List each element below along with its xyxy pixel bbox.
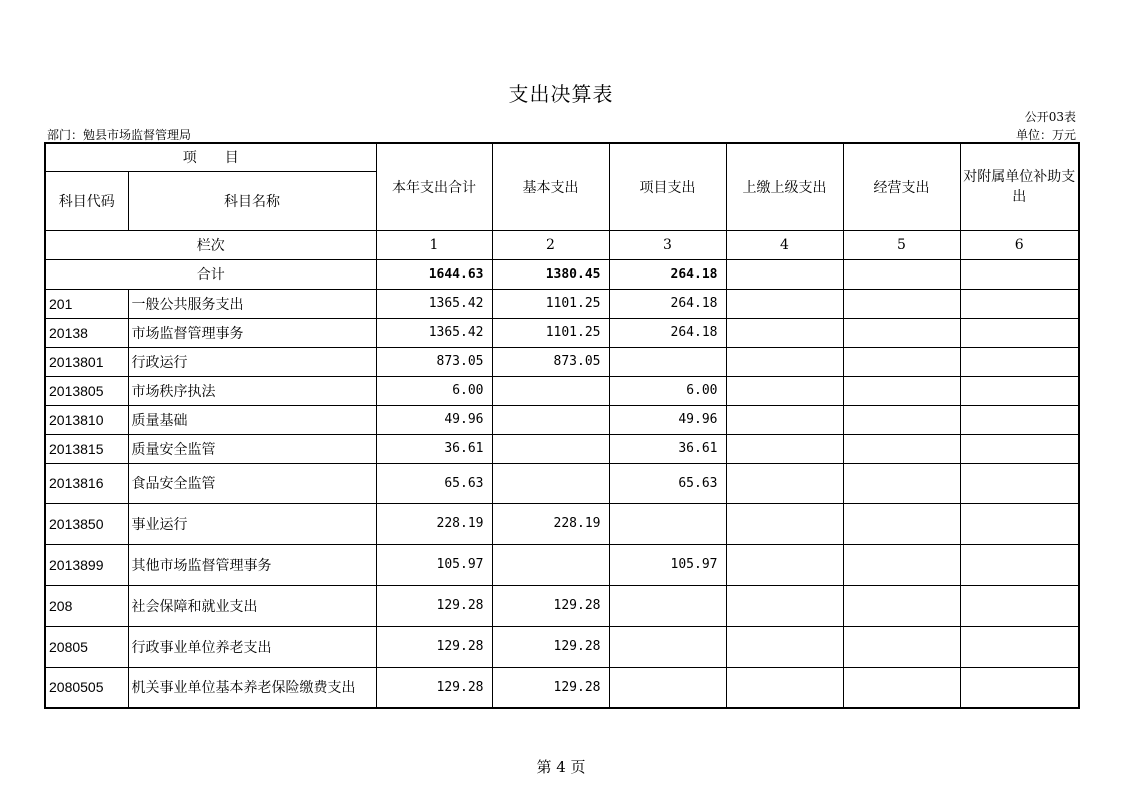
table-row	[45, 585, 1079, 626]
amount-cell	[960, 626, 1079, 667]
subject-name: 市场秩序执法	[128, 376, 376, 405]
amount-cell: 6.00	[609, 376, 726, 405]
table-row	[45, 503, 1079, 544]
amount-cell	[726, 405, 843, 434]
amount-cell	[843, 289, 960, 318]
subject-name: 一般公共服务支出	[128, 289, 376, 318]
amount-cell	[960, 463, 1079, 503]
amount-cell	[960, 318, 1079, 347]
amount-cell	[609, 626, 726, 667]
total-value	[843, 259, 960, 289]
total-value: 1380.45	[492, 259, 609, 289]
amount-cell: 228.19	[376, 503, 492, 544]
subject-code: 20805	[45, 626, 128, 667]
header-item: 项 目	[45, 143, 376, 171]
amount-cell	[960, 585, 1079, 626]
header-row-1	[45, 143, 1079, 171]
column-number: 4	[726, 230, 843, 259]
table-row	[45, 544, 1079, 585]
amount-cell	[843, 318, 960, 347]
subject-name: 市场监督管理事务	[128, 318, 376, 347]
amount-cell	[609, 347, 726, 376]
subject-name: 质量基础	[128, 405, 376, 434]
page-number: 第 4 页	[536, 758, 586, 776]
amount-cell	[960, 503, 1079, 544]
amount-cell: 228.19	[492, 503, 609, 544]
subject-code: 2013899	[45, 544, 128, 585]
page-title: 支出决算表	[508, 82, 614, 106]
table-row	[45, 289, 1079, 318]
header-subsidiary: 对附属单位补助支出	[960, 143, 1079, 230]
amount-cell: 129.28	[376, 626, 492, 667]
amount-cell	[843, 434, 960, 463]
amount-cell: 264.18	[609, 318, 726, 347]
subject-code: 208	[45, 585, 128, 626]
table-row	[45, 626, 1079, 667]
amount-cell	[726, 434, 843, 463]
amount-cell: 264.18	[609, 289, 726, 318]
amount-cell: 6.00	[376, 376, 492, 405]
amount-cell	[843, 585, 960, 626]
amount-cell	[843, 626, 960, 667]
column-number-row	[45, 230, 1079, 259]
amount-cell	[960, 289, 1079, 318]
amount-cell	[960, 544, 1079, 585]
column-number: 3	[609, 230, 726, 259]
amount-cell: 1365.42	[376, 289, 492, 318]
amount-cell: 129.28	[376, 585, 492, 626]
subject-code: 2013801	[45, 347, 128, 376]
table-row	[45, 376, 1079, 405]
total-label: 合计	[45, 259, 376, 289]
amount-cell: 36.61	[376, 434, 492, 463]
subject-name: 行政运行	[128, 347, 376, 376]
subject-name: 机关事业单位基本养老保险缴费支出	[128, 667, 376, 708]
amount-cell: 1365.42	[376, 318, 492, 347]
total-value	[726, 259, 843, 289]
amount-cell	[726, 626, 843, 667]
table-row	[45, 463, 1079, 503]
column-number: 5	[843, 230, 960, 259]
amount-cell	[960, 347, 1079, 376]
amount-cell	[492, 376, 609, 405]
amount-cell	[726, 463, 843, 503]
subject-name: 食品安全监管	[128, 463, 376, 503]
subject-name: 质量安全监管	[128, 434, 376, 463]
table-row	[45, 434, 1079, 463]
amount-cell	[960, 434, 1079, 463]
amount-cell: 105.97	[609, 544, 726, 585]
subject-code: 2013850	[45, 503, 128, 544]
header-code: 科目代码	[45, 171, 128, 230]
amount-cell	[609, 585, 726, 626]
subject-name: 行政事业单位养老支出	[128, 626, 376, 667]
amount-cell	[843, 544, 960, 585]
amount-cell: 129.28	[492, 626, 609, 667]
header-project: 项目支出	[609, 143, 726, 230]
department-label: 部门：勉县市场监督管理局	[47, 128, 192, 142]
amount-cell	[492, 544, 609, 585]
subject-name: 社会保障和就业支出	[128, 585, 376, 626]
amount-cell: 65.63	[376, 463, 492, 503]
subject-code: 2013810	[45, 405, 128, 434]
total-value: 264.18	[609, 259, 726, 289]
form-number: 公开03表	[1024, 110, 1076, 124]
amount-cell	[960, 376, 1079, 405]
header-name: 科目名称	[128, 171, 376, 230]
subject-name: 其他市场监督管理事务	[128, 544, 376, 585]
amount-cell	[726, 318, 843, 347]
amount-cell: 129.28	[492, 585, 609, 626]
subject-code: 201	[45, 289, 128, 318]
header-total: 本年支出合计	[376, 143, 492, 230]
amount-cell	[960, 405, 1079, 434]
table-row	[45, 405, 1079, 434]
amount-cell: 49.96	[609, 405, 726, 434]
expenditure-table	[44, 142, 1080, 709]
amount-cell: 65.63	[609, 463, 726, 503]
amount-cell	[843, 347, 960, 376]
amount-cell	[843, 463, 960, 503]
amount-cell	[492, 405, 609, 434]
amount-cell: 49.96	[376, 405, 492, 434]
header-upper: 上缴上级支出	[726, 143, 843, 230]
amount-cell	[843, 376, 960, 405]
subject-code: 2080505	[45, 667, 128, 708]
amount-cell	[726, 667, 843, 708]
amount-cell: 1101.25	[492, 318, 609, 347]
amount-cell: 873.05	[492, 347, 609, 376]
column-number: 1	[376, 230, 492, 259]
amount-cell	[492, 463, 609, 503]
amount-cell: 105.97	[376, 544, 492, 585]
header-basic: 基本支出	[492, 143, 609, 230]
table-row	[45, 318, 1079, 347]
table-row	[45, 347, 1079, 376]
unit-label: 单位：万元	[1015, 128, 1076, 142]
column-label: 栏次	[45, 230, 376, 259]
amount-cell	[726, 347, 843, 376]
amount-cell: 129.28	[376, 667, 492, 708]
amount-cell	[609, 503, 726, 544]
amount-cell: 129.28	[492, 667, 609, 708]
amount-cell: 36.61	[609, 434, 726, 463]
column-number: 6	[960, 230, 1079, 259]
subject-code: 2013805	[45, 376, 128, 405]
amount-cell: 1101.25	[492, 289, 609, 318]
amount-cell	[726, 289, 843, 318]
total-value	[960, 259, 1079, 289]
subject-code: 20138	[45, 318, 128, 347]
header-business: 经营支出	[843, 143, 960, 230]
amount-cell	[960, 667, 1079, 708]
amount-cell	[726, 544, 843, 585]
amount-cell	[726, 503, 843, 544]
amount-cell	[843, 667, 960, 708]
subject-name: 事业运行	[128, 503, 376, 544]
amount-cell	[726, 376, 843, 405]
column-number: 2	[492, 230, 609, 259]
total-value: 1644.63	[376, 259, 492, 289]
amount-cell	[843, 405, 960, 434]
amount-cell	[492, 434, 609, 463]
amount-cell	[609, 667, 726, 708]
amount-cell: 873.05	[376, 347, 492, 376]
subject-code: 2013816	[45, 463, 128, 503]
table-row	[45, 667, 1079, 708]
amount-cell	[726, 585, 843, 626]
amount-cell	[843, 503, 960, 544]
total-row	[45, 259, 1079, 289]
subject-code: 2013815	[45, 434, 128, 463]
